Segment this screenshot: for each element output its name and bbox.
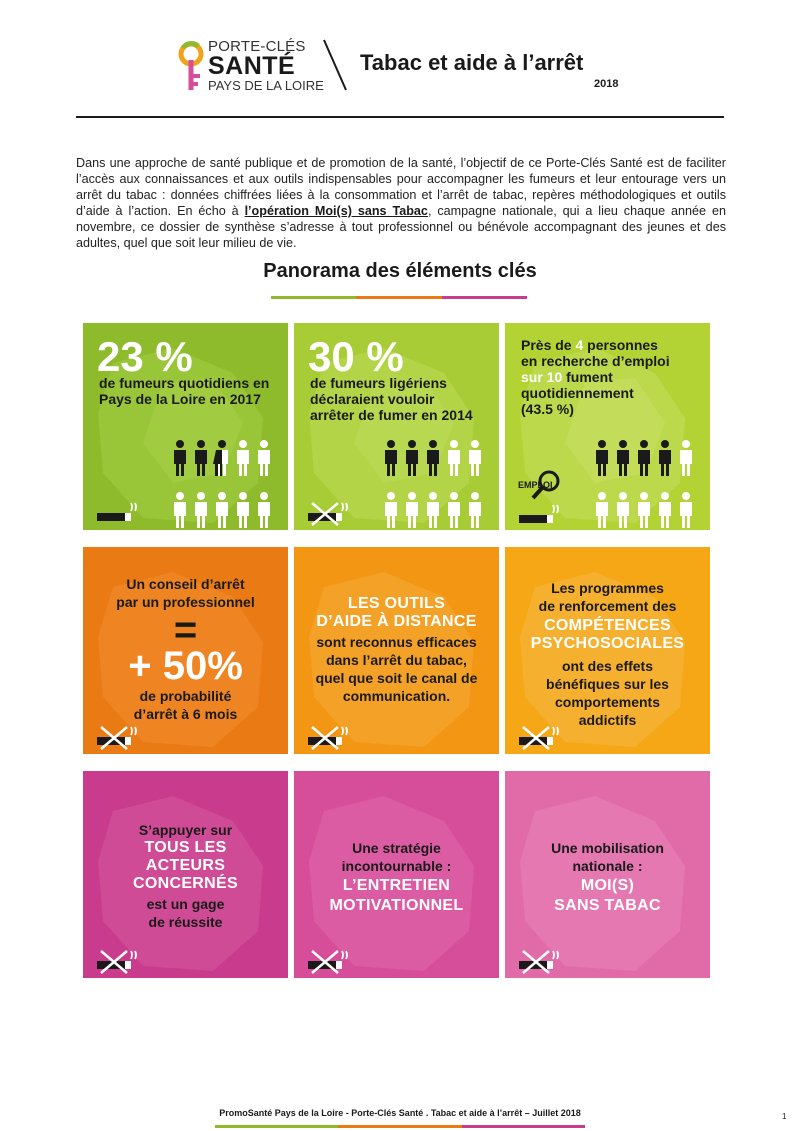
text-line-3: de probabilité <box>139 688 232 704</box>
tile-smokers-23 <box>83 323 288 530</box>
text-line-5: comportements <box>554 694 661 710</box>
no-smoking-icon <box>95 725 139 751</box>
highlight-line-3: CONCERNÉS <box>133 875 238 892</box>
stat-line-5: (43.5 %) <box>521 401 574 417</box>
panorama-title: Panorama des éléments clés <box>263 260 537 282</box>
person-icon <box>406 440 418 476</box>
intro-link[interactable]: l’opération Moi(s) sans Tabac <box>244 204 428 218</box>
highlight-line-1: TOUS LES <box>144 839 227 856</box>
person-icon <box>596 492 608 528</box>
stat-line-3 <box>521 369 613 385</box>
person-icon <box>659 440 671 476</box>
tile-professional-advice <box>83 547 288 754</box>
emploi-label: EMPLOI <box>518 480 553 490</box>
highlight-line-2: D’AIDE À DISTANCE <box>316 613 477 630</box>
no-smoking-icon <box>517 949 561 975</box>
person-icon <box>617 440 629 476</box>
stat-line-4: quotidiennement <box>521 385 634 401</box>
text-line-2: nationale : <box>572 858 643 874</box>
tile-quit-30 <box>294 323 499 530</box>
highlight-line-1: LES OUTILS <box>347 595 446 612</box>
person-icon <box>617 492 629 528</box>
text-line-3: de réussite <box>148 914 223 930</box>
stat-value: 23 % <box>97 333 193 380</box>
no-smoking-icon <box>306 949 350 975</box>
highlight-line-2: MOTIVATIONNEL <box>329 897 464 914</box>
stat-highlight: sur 10 <box>521 369 563 385</box>
text-line-1: Une mobilisation <box>551 840 664 856</box>
stat-line-1: de fumeurs ligériens <box>310 375 447 391</box>
person-icon <box>448 440 460 476</box>
cigarette-icon <box>95 501 139 525</box>
person-icon <box>216 492 228 528</box>
document-title: Tabac et aide à l’arrêt <box>360 50 584 75</box>
person-icon <box>638 440 650 476</box>
intro-paragraph <box>76 155 726 251</box>
tile-all-actors <box>83 771 288 978</box>
no-smoking-icon <box>517 725 561 751</box>
person-icon <box>258 440 270 476</box>
stat-highlight: 4 <box>575 337 584 353</box>
stat-text: fument <box>562 369 613 385</box>
stat-text: personnes <box>583 337 658 353</box>
person-icon <box>174 492 186 528</box>
person-icon <box>213 440 229 476</box>
person-icon <box>659 492 671 528</box>
person-icon <box>406 492 418 528</box>
stat-line-1: de fumeurs quotidiens en <box>99 375 270 391</box>
person-icon <box>174 440 186 476</box>
highlight-line-1: COMPÉTENCES <box>544 617 671 634</box>
person-icon <box>195 440 207 476</box>
key-icon <box>178 40 208 92</box>
person-icon <box>638 492 650 528</box>
person-icon <box>237 440 249 476</box>
person-icon <box>596 440 608 476</box>
stat-line-3: arrêter de fumer en 2014 <box>310 407 473 423</box>
logo-line-2: SANTÉ <box>208 52 296 80</box>
header-divider <box>322 38 352 94</box>
logo <box>178 38 328 94</box>
people-pictogram <box>593 438 703 528</box>
people-pictogram <box>171 438 281 528</box>
text-line-2: par un professionnel <box>116 594 255 610</box>
text-line-4: d’arrêt à 6 mois <box>133 706 238 722</box>
highlight-line-2: ACTEURS <box>145 857 226 874</box>
text-line-3: quel que soit le canal de <box>315 670 478 686</box>
text-line-1: sont reconnus efficaces <box>316 634 477 650</box>
person-icon <box>448 492 460 528</box>
text-line-2: de renforcement des <box>538 598 677 614</box>
document-year: 2018 <box>594 78 619 90</box>
logo-line-1: PORTE-CLÉS <box>208 38 306 55</box>
footer-rule <box>215 1125 585 1128</box>
footer-text: PromoSanté Pays de la Loire - Porte-Clés Santé . Tabac et aide à l’arrêt – Juillet 2018 <box>219 1108 581 1118</box>
cigarette-icon <box>517 503 561 527</box>
equals-sign: = <box>173 608 198 652</box>
header-rule <box>76 116 724 118</box>
person-icon <box>195 492 207 528</box>
people-pictogram <box>382 438 492 528</box>
text-line-4: bénéfiques sur les <box>546 676 669 692</box>
no-smoking-icon <box>95 949 139 975</box>
person-icon <box>469 492 481 528</box>
person-icon <box>385 492 397 528</box>
stat-line-2: en recherche d’emploi <box>521 353 670 369</box>
tile-mois-sans-tabac <box>505 771 710 978</box>
text-line-1: Un conseil d’arrêt <box>126 576 245 592</box>
person-icon <box>427 492 439 528</box>
highlight-line-2: SANS TABAC <box>554 897 661 914</box>
stat-value: + 50% <box>128 644 243 688</box>
tile-motivational-interview <box>294 771 499 978</box>
stat-line-2: déclaraient vouloir <box>310 391 435 407</box>
page-number: 1 <box>782 1112 787 1121</box>
text-line-4: communication. <box>342 688 451 704</box>
stat-line-2: Pays de la Loire en 2017 <box>99 391 261 407</box>
text-line-1: Une stratégie <box>352 840 441 856</box>
tile-remote-tools <box>294 547 499 754</box>
person-icon <box>237 492 249 528</box>
stat-line-1 <box>521 337 658 353</box>
text-line-3: ont des effets <box>561 658 653 674</box>
person-icon <box>680 440 692 476</box>
person-icon <box>680 492 692 528</box>
stat-value: 30 % <box>308 333 404 380</box>
tile-jobseekers <box>505 323 710 530</box>
text-line-2: dans l’arrêt du tabac, <box>326 652 467 668</box>
text-line-6: addictifs <box>578 712 637 728</box>
text-line-1: S’appuyer sur <box>138 822 233 838</box>
person-icon <box>258 492 270 528</box>
highlight-line-1: L’ENTRETIEN <box>342 877 451 894</box>
person-icon <box>385 440 397 476</box>
intro-text-1: Dans une approche de santé publique et de promotion de la santé, l’objectif de ce Porte-Clés Santé est de faciliter l’accès aux connaissances et aux outils indispensables pour accompagner les fumeurs et leur entourage vers un arrêt du tabac : données chiffrées liées à la consommation et l’arrêt de tabac, repères méthodologiques et outils d’aide à l’action. En écho à <box>76 156 726 218</box>
highlight-line-2: PSYCHOSOCIALES <box>530 635 685 652</box>
text-line-2: incontournable : <box>341 858 452 874</box>
highlight-line-1: MOI(S) <box>580 877 635 894</box>
panorama-underline <box>271 296 527 299</box>
tile-psychosocial-skills <box>505 547 710 754</box>
text-line-2: est un gage <box>146 896 225 912</box>
person-icon <box>427 440 439 476</box>
text-line-1: Les programmes <box>551 580 664 596</box>
no-smoking-icon <box>306 501 350 527</box>
logo-line-3: PAYS DE LA LOIRE <box>208 78 324 93</box>
no-smoking-icon <box>306 725 350 751</box>
person-icon <box>469 440 481 476</box>
stat-text: Près de <box>521 337 576 353</box>
intro-text-2: , campagne nationale, qui a lieu chaque année en novembre, ce dossier de synthèse s’adresse à tout professionnel ou bénévole accompagnant des jeunes et des adultes, quel que soit leur milieu de vie. <box>76 204 726 250</box>
